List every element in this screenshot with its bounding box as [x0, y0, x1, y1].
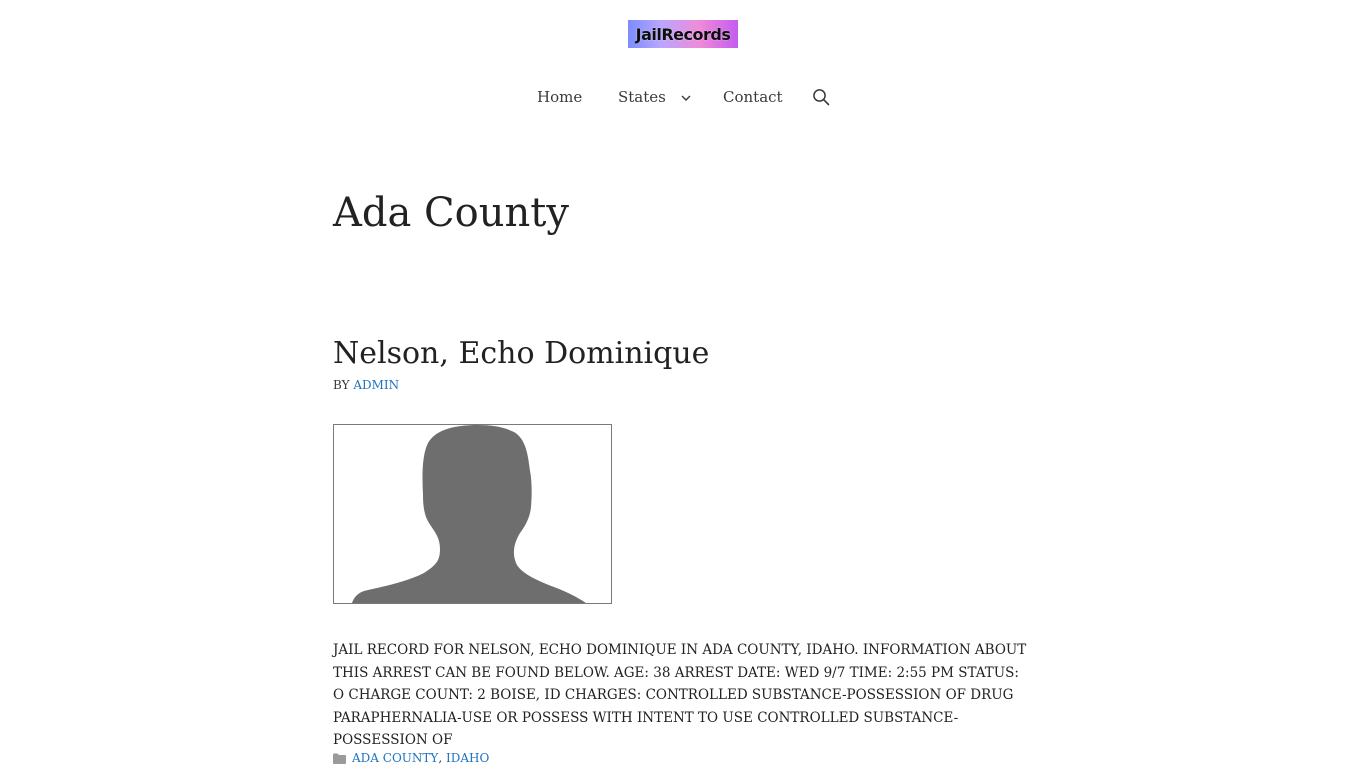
article-thumbnail[interactable] — [333, 424, 612, 604]
page-title: Ada County — [333, 190, 569, 236]
category-link-ada-county[interactable]: ADA COUNTY — [352, 751, 439, 765]
article-byline — [333, 378, 399, 392]
category-link-idaho[interactable]: IDAHO — [445, 751, 490, 765]
site-header — [0, 0, 1366, 140]
main-navigation — [0, 84, 1366, 112]
article-title-link[interactable]: Nelson, Echo Dominique — [333, 336, 710, 371]
search-icon[interactable] — [812, 88, 830, 106]
author-link[interactable]: ADMIN — [353, 378, 400, 392]
nav-item-contact[interactable]: Contact — [723, 88, 783, 106]
person-silhouette-icon — [334, 425, 611, 603]
category-separator: , — [438, 751, 446, 765]
byline-prefix: BY — [333, 378, 350, 392]
nav-item-states-label: States — [618, 88, 666, 106]
site-logo[interactable] — [628, 20, 738, 48]
category-links — [333, 751, 489, 765]
nav-item-states[interactable] — [618, 88, 691, 106]
chevron-down-icon — [681, 95, 691, 102]
folder-icon — [333, 753, 346, 764]
logo-text: JailRecords — [635, 24, 731, 44]
nav-item-home[interactable]: Home — [537, 88, 583, 106]
article-excerpt: JAIL RECORD FOR NELSON, ECHO DOMINIQUE IN ADA COUNTY, IDAHO. INFORMATION ABOUT THIS ARREST CAN BE FOUND BELOW. AGE: 38 ARREST DATE: WED 9/7 TIME: 2:55 PM STATUS: O CHARGE COUNT: 2 BOISE, ID CHARGES: CONTROLLED SUBSTANCE-POSSESSION OF DRUG PARAPHERNALIA-USE OR POSSESS WITH INTENT TO USE CONTROLLED SUBSTANCE-POSSESSION OF — [333, 642, 1027, 748]
